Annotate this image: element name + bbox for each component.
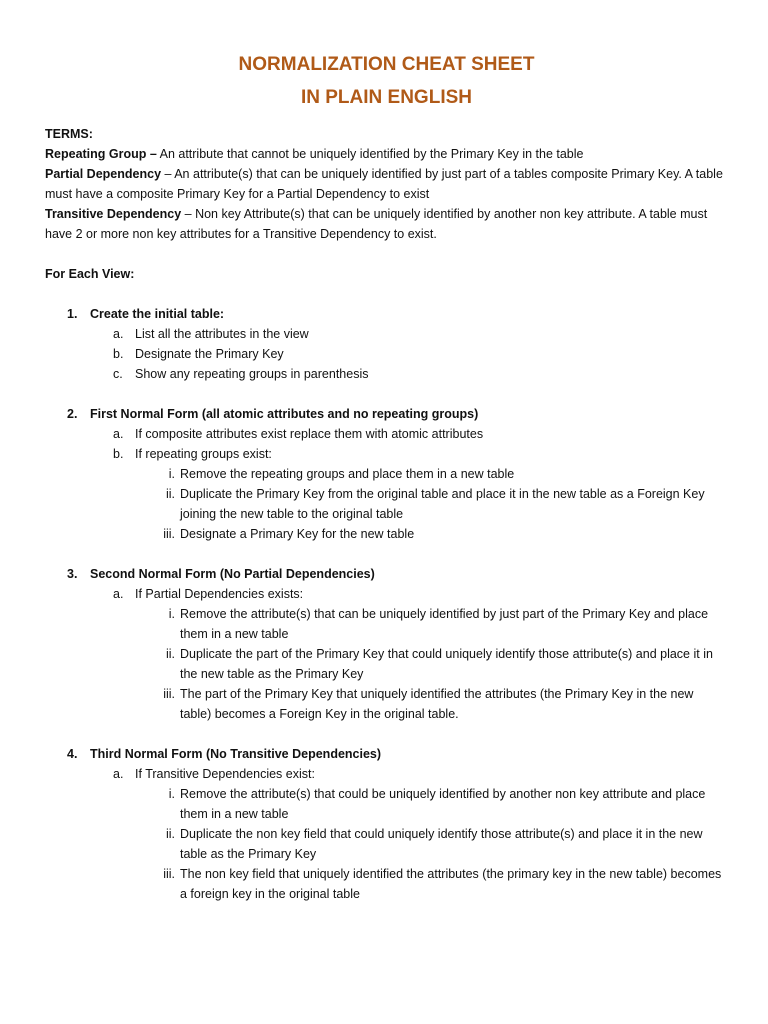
sub-sub-item: i. Remove the attribute(s) that could be uniquely identified by another non key attribute and place them in a new table <box>45 784 728 824</box>
page-title <box>45 48 728 114</box>
sub-item: c. Show any repeating groups in parenthesis <box>45 364 728 384</box>
sub-sub-item-number: ii. <box>165 827 175 841</box>
step-number: 3. <box>67 567 78 581</box>
sub-item-number: a. <box>113 767 124 781</box>
term-name: Partial Dependency <box>45 167 162 181</box>
sub-item: a. List all the attributes in the view <box>45 324 728 344</box>
term-name: Repeating Group – <box>45 147 157 161</box>
sub-sub-item: iii. The non key field that uniquely identified the attributes (the primary key in the new table) becomes a foreign key in the original table <box>45 864 728 904</box>
sub-item: b. Designate the Primary Key <box>45 344 728 364</box>
term-definition: – An attribute(s) that can be uniquely identified by just part of a tables composite Primary Key. A table must have a composite Primary Key for a Partial Dependency to exist <box>45 167 723 201</box>
terms-heading: TERMS: <box>45 127 93 141</box>
term-definition: An attribute that cannot be uniquely identified by the Primary Key in the table <box>156 147 584 161</box>
sub-item-number: a. <box>113 587 124 601</box>
sub-item-number: a. <box>113 327 124 341</box>
steps-list <box>45 304 728 904</box>
sub-sub-item: i. Remove the attribute(s) that can be uniquely identified by just part of the Primary Key and place them in a new table <box>45 604 728 644</box>
sub-sub-item: ii. Duplicate the Primary Key from the original table and place it in the new table as a Foreign Key joining the new table to the original table <box>45 484 728 524</box>
step-number: 2. <box>67 407 78 421</box>
title-line-2: IN PLAIN ENGLISH <box>300 87 472 108</box>
step-2 <box>45 404 728 564</box>
step-number: 4. <box>67 747 78 761</box>
term-name: Transitive Dependency <box>45 207 182 221</box>
sub-item: b. If repeating groups exist: <box>45 444 728 464</box>
step-title: 4. Third Normal Form (No Transitive Dependencies) <box>45 744 728 764</box>
sub-item-number: a. <box>113 427 124 441</box>
sub-sub-item-number: iii. <box>163 867 175 881</box>
sub-sub-item: iii. The part of the Primary Key that uniquely identified the attributes (the Primary Key in the new table) becomes a Foreign Key in the original table. <box>45 684 728 724</box>
step-3 <box>45 564 728 744</box>
step-1 <box>45 304 728 404</box>
for-each-view-heading: For Each View: <box>45 267 135 281</box>
sub-item-number: b. <box>113 347 124 361</box>
sub-sub-item-number: iii. <box>163 687 175 701</box>
sub-sub-item: iii. Designate a Primary Key for the new table <box>45 524 728 544</box>
sub-sub-item-number: i. <box>168 787 175 801</box>
step-title: 3. Second Normal Form (No Partial Dependencies) <box>45 564 728 584</box>
sub-item-number: b. <box>113 447 124 461</box>
step-title: 2. First Normal Form (all atomic attributes and no repeating groups) <box>45 404 728 424</box>
step-title: 1. Create the initial table: <box>45 304 728 324</box>
term-transitive-dependency <box>45 204 728 244</box>
sub-item: a. If Transitive Dependencies exist: <box>45 764 728 784</box>
sub-sub-item: ii. Duplicate the part of the Primary Key that could uniquely identify those attribute(s) and place it in the new table as the Primary Key <box>45 644 728 684</box>
step-number: 1. <box>67 307 78 321</box>
term-partial-dependency <box>45 164 728 204</box>
title-line-1: NORMALIZATION CHEAT SHEET <box>238 54 535 75</box>
term-definition: – Non key Attribute(s) that can be uniquely identified by another non key attribute. A table must have 2 or more non key attributes for a Transitive Dependency to exist. <box>45 207 708 241</box>
sub-sub-item: i. Remove the repeating groups and place them in a new table <box>45 464 728 484</box>
step-4 <box>45 744 728 904</box>
sub-item: a. If composite attributes exist replace them with atomic attributes <box>45 424 728 444</box>
sub-sub-item: ii. Duplicate the non key field that could uniquely identify those attribute(s) and place it in the new table as the Primary Key <box>45 824 728 864</box>
sub-sub-item-number: i. <box>168 607 175 621</box>
sub-sub-item-number: iii. <box>163 527 175 541</box>
sub-item: a. If Partial Dependencies exists: <box>45 584 728 604</box>
sub-sub-item-number: i. <box>168 467 175 481</box>
sub-sub-item-number: ii. <box>165 487 175 501</box>
sub-sub-item-number: ii. <box>165 647 175 661</box>
term-repeating-group <box>45 144 728 164</box>
sub-item-number: c. <box>113 367 123 381</box>
